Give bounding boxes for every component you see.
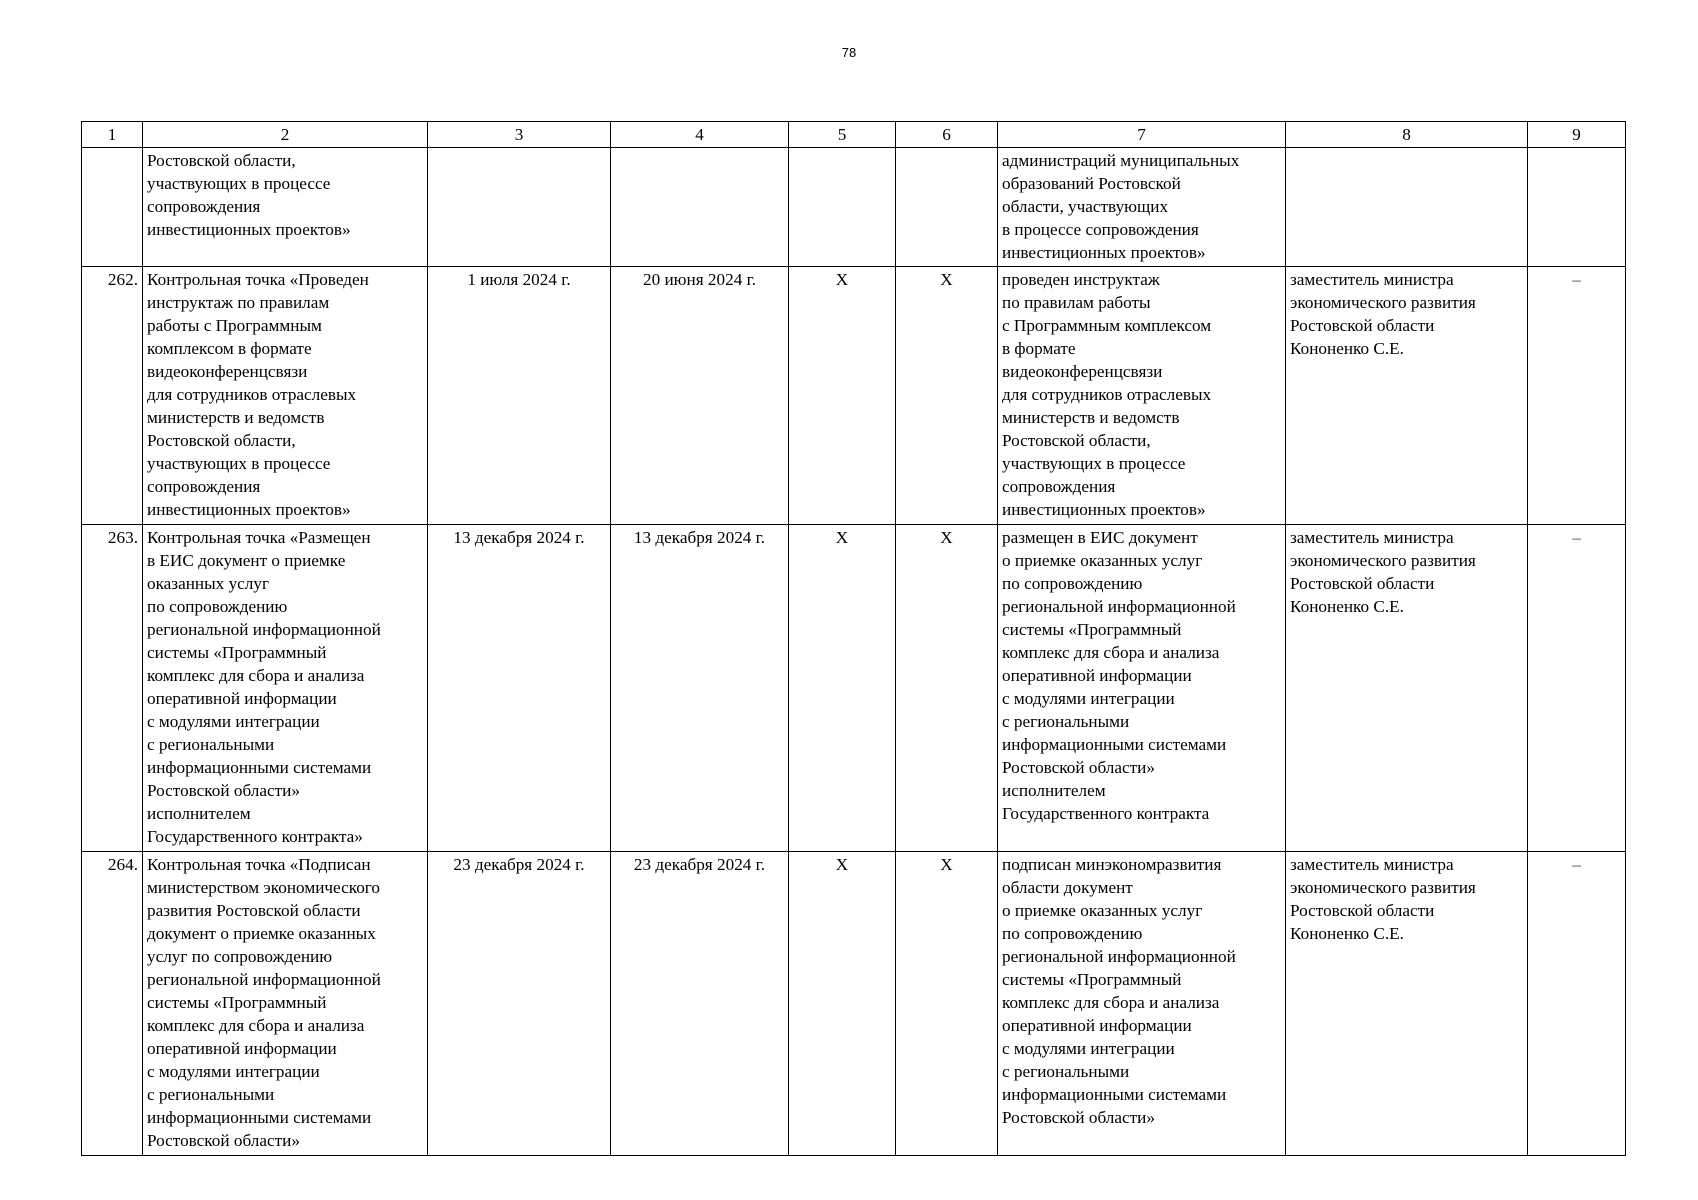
result-cell: подписан минэкономразвития области документ о приемке оказанных услуг по сопровождению региональной информационной системы «Программный комплекс для сбора и анализа оперативной информации с модулями интеграции с региональными информационными системами Ростовской области» [998, 852, 1286, 1156]
column-5-cell: X [789, 525, 896, 852]
column-6-cell: X [896, 525, 998, 852]
column-5-cell [789, 148, 896, 267]
row-number-cell: 264. [82, 852, 143, 1156]
row-number-cell [82, 148, 143, 267]
result-cell: проведен инструктаж по правилам работы с Программным комплексом в формате видеоконференцсвязи для сотрудников отраслевых министерств и ведомств Ростовской области, участвующих в процессе сопровождения инвестиционных проектов» [998, 267, 1286, 525]
column-9-cell [1528, 148, 1626, 267]
column-5-cell: X [789, 267, 896, 525]
responsible-cell [1286, 148, 1528, 267]
start-date-cell: 23 декабря 2024 г. [428, 852, 611, 1156]
page-number: 78 [841, 45, 857, 60]
end-date-cell [611, 148, 789, 267]
column-header-5: 5 [789, 122, 896, 148]
control-points-table [81, 121, 1626, 1156]
column-header-6: 6 [896, 122, 998, 148]
column-6-cell: X [896, 267, 998, 525]
table-row-264 [82, 852, 1626, 1156]
column-6-cell: X [896, 852, 998, 1156]
column-6-cell [896, 148, 998, 267]
start-date-cell: 1 июля 2024 г. [428, 267, 611, 525]
control-point-name-cell: Ростовской области, участвующих в процессе сопровождения инвестиционных проектов» [143, 148, 428, 267]
end-date-cell: 13 декабря 2024 г. [611, 525, 789, 852]
responsible-cell: заместитель министра экономического развития Ростовской области Кононенко С.Е. [1286, 525, 1528, 852]
end-date-cell: 20 июня 2024 г. [611, 267, 789, 525]
responsible-cell: заместитель министра экономического развития Ростовской области Кононенко С.Е. [1286, 852, 1528, 1156]
header-row [82, 122, 1626, 148]
table-row-continuation [82, 148, 1626, 267]
column-header-3: 3 [428, 122, 611, 148]
column-header-4: 4 [611, 122, 789, 148]
column-9-cell: – [1528, 852, 1626, 1156]
column-5-cell: X [789, 852, 896, 1156]
row-number-cell: 262. [82, 267, 143, 525]
row-number-cell: 263. [82, 525, 143, 852]
control-point-name-cell: Контрольная точка «Подписан министерством экономического развития Ростовской области документ о приемке оказанных услуг по сопровождению региональной информационной системы «Программный комплекс для сбора и анализа оперативной информации с модулями интеграции с региональными информационными системами Ростовской области» [143, 852, 428, 1156]
result-cell: администраций муниципальных образований Ростовской области, участвующих в процессе сопровождения инвестиционных проектов» [998, 148, 1286, 267]
column-9-cell: – [1528, 525, 1626, 852]
responsible-cell: заместитель министра экономического развития Ростовской области Кононенко С.Е. [1286, 267, 1528, 525]
result-cell: размещен в ЕИС документ о приемке оказанных услуг по сопровождению региональной информационной системы «Программный комплекс для сбора и анализа оперативной информации с модулями интеграции с региональными информационными системами Ростовской области» исполнителем Государственного контракта [998, 525, 1286, 852]
control-point-name-cell: Контрольная точка «Размещен в ЕИС документ о приемке оказанных услуг по сопровождению региональной информационной системы «Программный комплекс для сбора и анализа оперативной информации с модулями интеграции с региональными информационными системами Ростовской области» исполнителем Государственного контракта» [143, 525, 428, 852]
table-row-262 [82, 267, 1626, 525]
column-header-1: 1 [82, 122, 143, 148]
column-9-cell: – [1528, 267, 1626, 525]
table-row-263 [82, 525, 1626, 852]
column-header-9: 9 [1528, 122, 1626, 148]
control-point-name-cell: Контрольная точка «Проведен инструктаж по правилам работы с Программным комплексом в формате видеоконференцсвязи для сотрудников отраслевых министерств и ведомств Ростовской области, участвующих в процессе сопровождения инвестиционных проектов» [143, 267, 428, 525]
column-header-8: 8 [1286, 122, 1528, 148]
column-header-2: 2 [143, 122, 428, 148]
start-date-cell: 13 декабря 2024 г. [428, 525, 611, 852]
column-header-7: 7 [998, 122, 1286, 148]
end-date-cell: 23 декабря 2024 г. [611, 852, 789, 1156]
start-date-cell [428, 148, 611, 267]
